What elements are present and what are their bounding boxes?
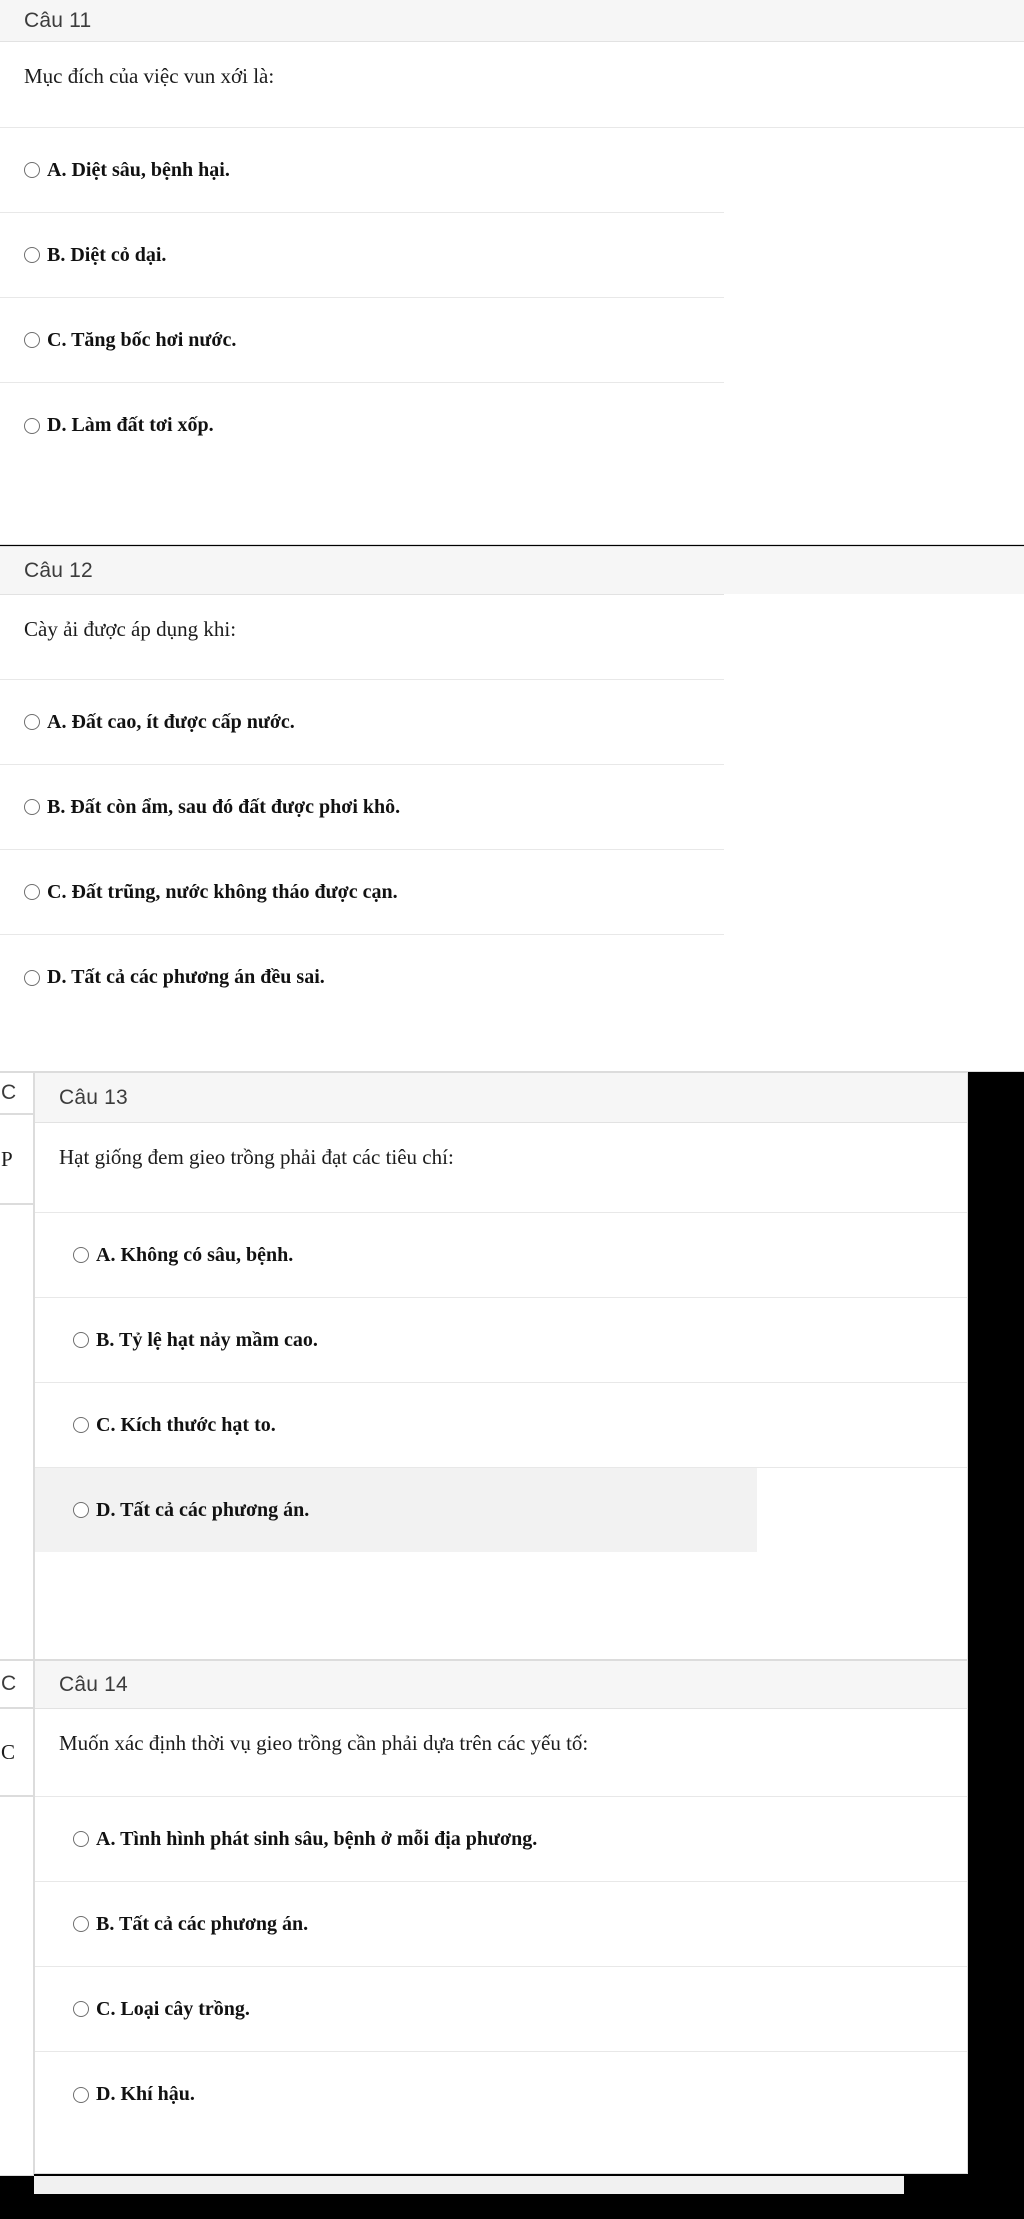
option-14-d[interactable] [35,2052,967,2137]
option-label: D. Làm đất tơi xốp. [47,414,214,436]
option-label: C. Đất trũng, nước không tháo được cạn. [47,880,398,903]
option-label: D. Tất cả các phương án. [96,1498,310,1521]
question-header-label: Câu 11 [24,8,92,32]
radio-icon[interactable] [24,162,40,178]
edge-fragment-1 [0,1072,34,1114]
option-label: A. Diệt sâu, bệnh hại. [47,158,230,181]
edge-fragment-label: C [1,1739,16,1764]
question-prompt-14: Muốn xác định thời vụ gieo trồng cần phải dựa trên các yếu tố: [35,1709,967,1797]
option-label: B. Tỷ lệ hạt nảy mầm cao. [96,1328,318,1351]
option-label: B. Diệt cỏ dại. [47,243,167,266]
option-13-c[interactable] [35,1383,967,1468]
question-prompt-12: Cày ải được áp dụng khi: [0,595,1024,680]
option-label: C. Kích thước hạt to. [96,1413,276,1436]
option-14-b[interactable] [35,1882,967,1967]
radio-icon[interactable] [73,1332,89,1348]
option-label: D. Khí hậu. [96,2083,195,2105]
option-13-d[interactable] [35,1468,757,1552]
radio-icon[interactable] [73,1916,89,1932]
card-11-right-filler [724,42,1024,116]
radio-icon[interactable] [24,884,40,900]
question-header-label: Câu 12 [24,558,93,582]
option-14-a[interactable] [35,1797,967,1882]
radio-icon[interactable] [73,1417,89,1433]
radio-icon[interactable] [24,247,40,263]
option-label: A. Đất cao, ít được cấp nước. [47,710,295,733]
option-label: A. Tình hình phát sinh sâu, bệnh ở mỗi địa phương. [96,1827,538,1850]
card-11-right-filler-3 [724,249,1024,424]
radio-icon[interactable] [73,2001,89,2017]
edge-fragment-6 [0,1796,34,2176]
question-header-13 [35,1073,967,1123]
question-header-14 [35,1661,967,1709]
option-label: A. Không có sâu, bệnh. [96,1243,294,1266]
bottom-strip [34,2176,904,2194]
radio-icon[interactable] [73,1831,89,1847]
question-header-label: Câu 13 [59,1085,128,1109]
option-label: C. Tăng bốc hơi nước. [47,328,237,351]
question-prompt-13: Hạt giống đem gieo trồng phải đạt các tiêu chí: [35,1123,967,1213]
question-header-11 [0,0,1024,42]
radio-icon[interactable] [24,799,40,815]
option-13-b[interactable] [35,1298,967,1383]
question-card-13 [34,1072,968,1660]
edge-fragment-2 [0,1114,34,1204]
radio-icon[interactable] [24,332,40,348]
option-label: B. Tất cả các phương án. [96,1912,309,1935]
edge-fragment-5 [0,1708,34,1796]
card-11-right-filler-2 [724,128,1024,238]
edge-fragment-label: C [1,1081,17,1104]
radio-icon[interactable] [24,970,40,986]
card-12-right-filler-2 [724,740,1024,890]
radio-icon[interactable] [73,1502,89,1518]
option-14-c[interactable] [35,1967,967,2052]
radio-icon[interactable] [24,418,40,434]
question-header-label: Câu 14 [59,1672,128,1696]
card-12-right-filler-3 [724,901,1024,1069]
card-11-right-filler-4 [724,424,1024,534]
edge-fragment-4 [0,1660,34,1708]
question-card-14 [34,1660,968,2174]
option-label: C. Loại cây trồng. [96,1997,250,2020]
edge-fragment-label: P [1,1146,13,1171]
option-label: B. Đất còn ẩm, sau đó đất được phơi khô. [47,795,401,818]
option-label: D. Tất cả các phương án đều sai. [47,966,325,988]
option-13-a[interactable] [35,1213,967,1298]
radio-icon[interactable] [73,2087,89,2103]
card-12-right-filler [724,594,1024,728]
edge-fragment-label: C [1,1672,17,1695]
edge-fragment-3 [0,1204,34,1660]
radio-icon[interactable] [24,714,40,730]
question-header-12 [0,547,1024,595]
question-prompt-11: Mục đích của việc vun xới là: [0,42,1024,128]
radio-icon[interactable] [73,1247,89,1263]
